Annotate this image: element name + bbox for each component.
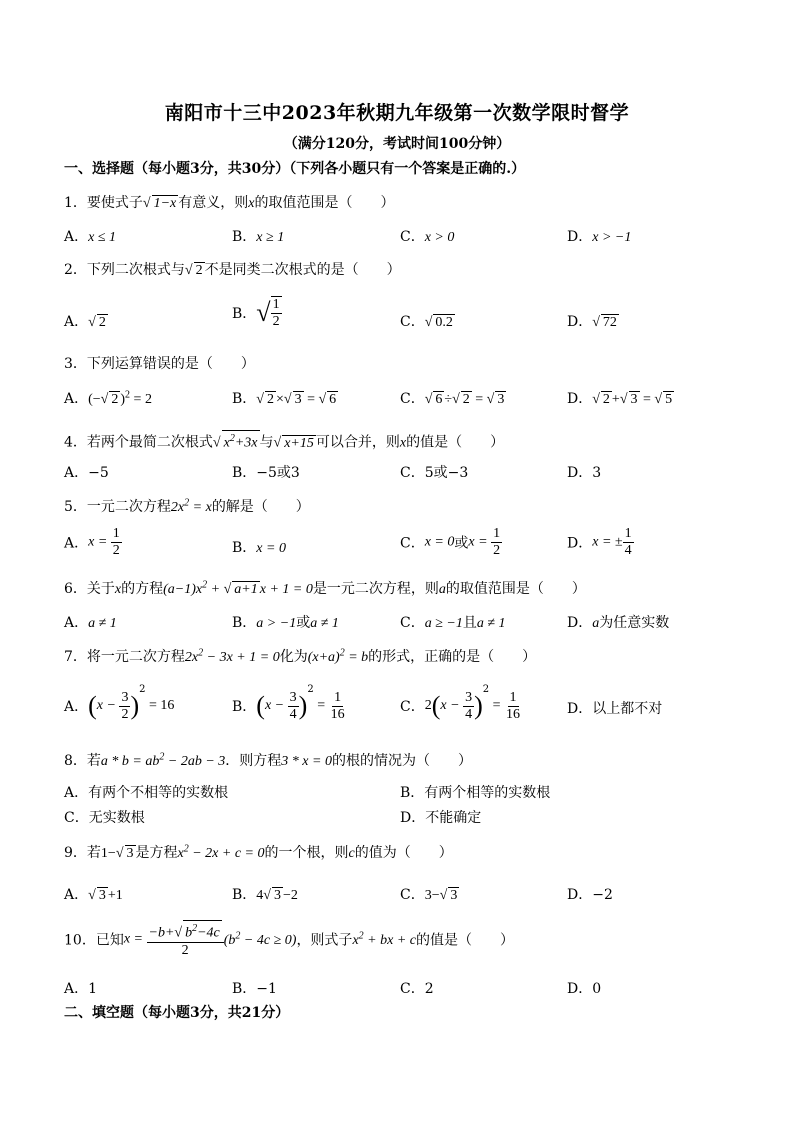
question-9: 9．若1−√ 3 是方程$x^2 - 2x + c = 0$的一个根，则c的值为（ ） xyxy=(64,843,453,861)
q7-option-c[interactable]: C．2(x − $\frac{3}{4}$ )$^2$ = $\frac{1}{16}$ xyxy=(400,684,521,722)
section-2-heading: 二、填空题（每小题3分，共21分） xyxy=(64,1005,290,1021)
question-10: 10．已知x = $\frac{-b+√ b^2-4c}{2}$ $(b^2 - 4c \ge 0)$，则式子$x^2$ + bx + c的值是（ ） xyxy=(64,920,514,959)
section-1-heading: 一、选择题（每小题3分，共30分）（下列各小题只有一个答案是正确的.） xyxy=(64,161,526,177)
q6-option-b[interactable]: B．a > −1或a ≠ 1 xyxy=(232,615,339,631)
q3-option-d[interactable]: D．√ 2 +√ 3 = √ 5 xyxy=(567,391,673,407)
question-7: 7．将一元二次方程$2x^2 - 3x + 1 = 0$化为$(x+a)^2 = b$的形式，正确的是（ ） xyxy=(64,647,537,665)
q4-option-a[interactable]: A．−5 xyxy=(64,465,109,481)
q2-option-b[interactable]: B．√ $\frac{1}{2}$ xyxy=(232,297,280,329)
q5-option-a[interactable]: A．x = $\frac{1}{2}$ xyxy=(64,526,120,558)
question-8: 8．若$a * b = ab^2 - 2ab - 3$．则方程3 * x = 0的根的情况为（ ） xyxy=(64,751,472,769)
q2-option-d[interactable]: D．√ 72 xyxy=(567,314,617,330)
q8-option-c[interactable]: C．无实数根 xyxy=(64,810,145,826)
question-3: 3．下列运算错误的是（ ） xyxy=(64,356,255,372)
question-6: 6．关于x的方程$(a-1)x^2$ + √ a+1 x + 1 = 0是一元二次方程，则a的取值范围是（ ） xyxy=(64,579,586,597)
q8-option-b[interactable]: B．有两个相等的实数根 xyxy=(400,785,551,801)
question-4: 4．若两个最简二次根式√ $x^2+3x$ 与√ x+15 可以合并，则x的值是（ ） xyxy=(64,430,504,452)
q6-option-d[interactable]: D．a为任意实数 xyxy=(567,615,670,631)
q10-option-a[interactable]: A．1 xyxy=(64,981,98,997)
q7-option-a[interactable]: A．(x − $\frac{3}{2}$ )$^2$ = 16 xyxy=(64,684,175,722)
q3-option-b[interactable]: B．√ 2 ×√ 3 = √ 6 xyxy=(232,391,337,407)
q3-option-a[interactable]: A．(−√ 2 )$^2$ = 2 xyxy=(64,389,152,407)
q5-option-d[interactable]: D．x = ± $\frac{1}{4}$ xyxy=(567,526,632,558)
question-1: 1．要使式子√ 1−x 有意义，则x的取值范围是（ ） xyxy=(64,195,395,211)
q9-option-a[interactable]: A．√ 3 +1 xyxy=(64,887,123,903)
q7-option-d[interactable]: D．以上都不对 xyxy=(567,701,663,717)
q10-option-d[interactable]: D．0 xyxy=(567,981,602,997)
q4-option-c[interactable]: C．5或−3 xyxy=(400,465,469,481)
q3-option-c[interactable]: C．√ 6 ÷√ 2 = √ 3 xyxy=(400,391,505,407)
q8-option-d[interactable]: D．不能确定 xyxy=(400,810,482,826)
q6-option-c[interactable]: C．a ≥ −1且a ≠ 1 xyxy=(400,615,506,631)
q2-option-c[interactable]: C．√ 0.2 xyxy=(400,314,453,330)
q7-option-b[interactable]: B．(x − $\frac{3}{4}$ )$^2$ = $\frac{1}{16}$ xyxy=(232,684,345,722)
q9-option-b[interactable]: B．4√ 3 −2 xyxy=(232,887,298,903)
q6-option-a[interactable]: A．a ≠ 1 xyxy=(64,615,117,631)
q2-option-a[interactable]: A．√ 2 xyxy=(64,314,106,330)
q4-option-b[interactable]: B．−5或3 xyxy=(232,465,300,481)
question-2: 2．下列二次根式与√ 2 不是同类二次根式的是（ ） xyxy=(64,262,401,278)
q1-option-d[interactable]: D．x > −1 xyxy=(567,229,632,245)
q1-option-c[interactable]: C．x > 0 xyxy=(400,229,455,245)
q1-option-b[interactable]: B．x ≥ 1 xyxy=(232,229,285,245)
q8-option-a[interactable]: A．有两个不相等的实数根 xyxy=(64,785,229,801)
q4-option-d[interactable]: D．3 xyxy=(567,465,602,481)
q10-option-c[interactable]: C．2 xyxy=(400,981,434,997)
q9-option-c[interactable]: C．3−√ 3 xyxy=(400,887,458,903)
q5-option-c[interactable]: C．x = 0或x = $\frac{1}{2}$ xyxy=(400,526,501,558)
page-title: 南阳市十三中2023年秋期九年级第一次数学限时督学 xyxy=(164,102,630,124)
question-5: 5．一元二次方程$2x^2 = x$的解是（ ） xyxy=(64,497,310,515)
q10-option-b[interactable]: B．−1 xyxy=(232,981,277,997)
q5-option-b[interactable]: B．x = 0 xyxy=(232,540,286,556)
q9-option-d[interactable]: D．−2 xyxy=(567,887,613,903)
page-subtitle: （满分120分，考试时间100分钟） xyxy=(283,136,511,152)
q1-option-a[interactable]: A．x ≤ 1 xyxy=(64,229,117,245)
